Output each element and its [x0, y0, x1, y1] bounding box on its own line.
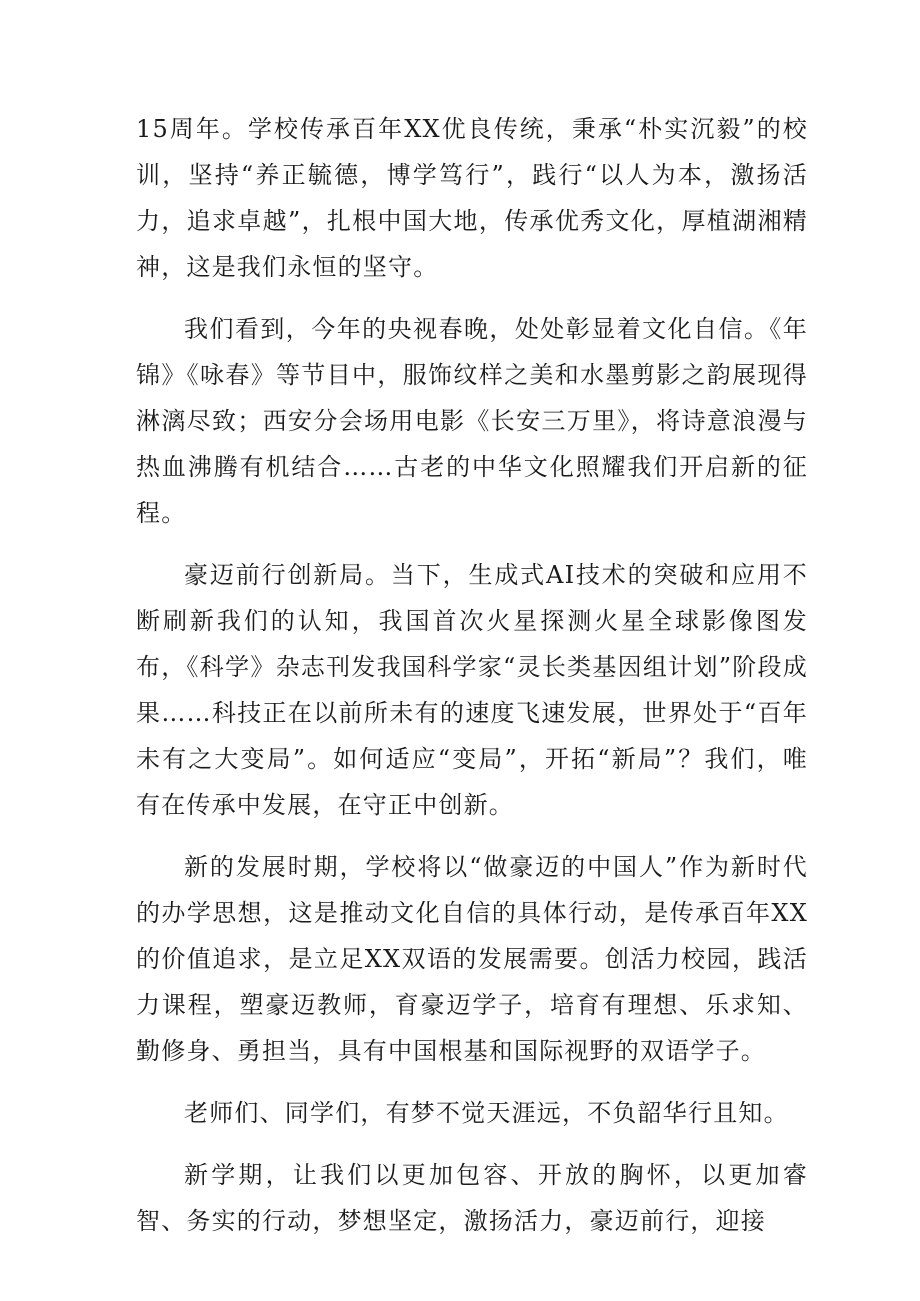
paragraph-5: 老师们、同学们，有梦不觉天涯远，不负韶华行且知。 [184, 1099, 789, 1127]
paragraph-3: 豪迈前行创新局。当下，生成式AI技术的突破和应用不断刷新我们的认知，我国首次火星探测火星全球影像图发布，《科学》杂志刊发我国科学家“灵长类基因组计划”阶段成果……科技正在以前所未有的速度飞速发展，世界处于“百年未有之大变局”。如何适应“变局”，开拓“新局”？我们，唯有在传承中发展，在守正中创新。 [136, 561, 808, 819]
document-body [136, 106, 808, 1244]
paragraph-4: 新的发展时期，学校将以“做豪迈的中国人”作为新时代的办学思想，这是推动文化自信的具体行动，是传承百年XX的价值追求，是立足XX双语的发展需要。创活力校园，践活力课程，塑豪迈教师，育豪迈学子，培育有理想、乐求知、勤修身、勇担当，具有中国根基和国际视野的双语学子。 [136, 853, 808, 1065]
paragraph-2: 我们看到，今年的央视春晚，处处彰显着文化自信。《年锦》《咏春》等节目中，服饰纹样之美和水墨剪影之韵展现得淋漓尽致；西安分会场用电影《长安三万里》，将诗意浪漫与热血沸腾有机结合……古老的中华文化照耀我们开启新的征程。 [136, 315, 808, 527]
paragraph-1: 15周年。学校传承百年XX优良传统，秉承“朴实沉毅”的校训，坚持“养正毓德，博学笃行”，践行“以人为本，激扬活力，追求卓越”，扎根中国大地，传承优秀文化，厚植湖湘精神，这是我们永恒的坚守。 [136, 115, 808, 281]
paragraph-6: 新学期，让我们以更加包容、开放的胸怀，以更加睿智、务实的行动，梦想坚定，激扬活力，豪迈前行，迎接 [136, 1161, 808, 1235]
